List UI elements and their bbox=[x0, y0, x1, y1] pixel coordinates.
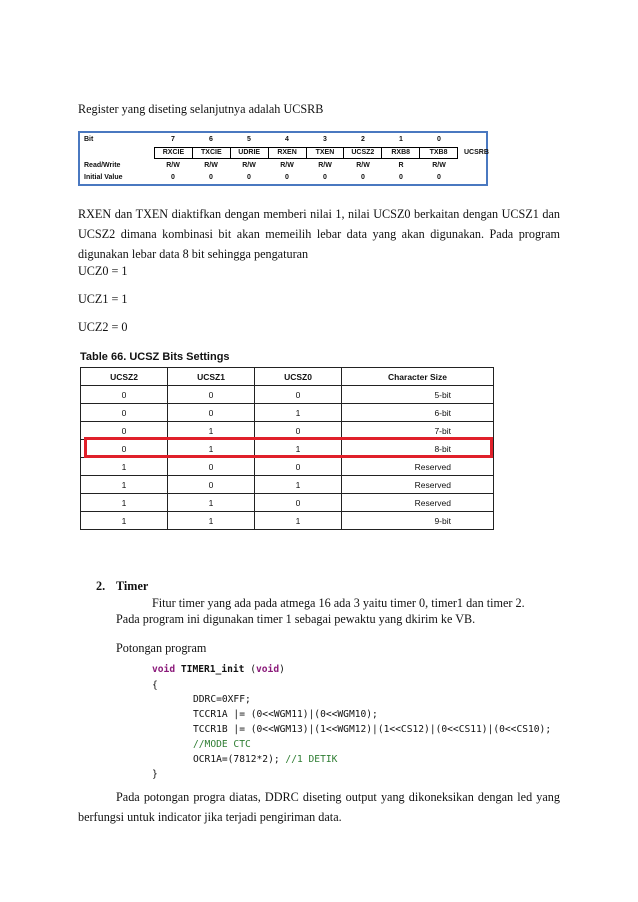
bit-number: 4 bbox=[285, 136, 289, 143]
bit-number: 2 bbox=[361, 136, 365, 143]
section-number: 2. bbox=[96, 579, 106, 593]
section-line-2: Pada program ini digunakan timer 1 sebagai pewaktu yang dkirim ke VB. bbox=[116, 612, 476, 626]
init-value: 0 bbox=[209, 174, 213, 181]
table-cell: 0 bbox=[168, 386, 255, 404]
bit-name: TXEN bbox=[307, 148, 345, 158]
table-cell: 7-bit bbox=[342, 422, 494, 440]
code-inline-comment: //1 DETIK bbox=[285, 754, 338, 765]
table-cell: Reserved bbox=[342, 494, 494, 512]
bit-name: TXB8 bbox=[429, 149, 448, 156]
table-cell: Reserved bbox=[342, 458, 494, 476]
bit-name-row bbox=[154, 147, 458, 159]
init-value: 0 bbox=[171, 174, 175, 181]
table-cell: 1 bbox=[255, 476, 342, 494]
rw-value: R bbox=[398, 162, 404, 169]
table-row bbox=[81, 386, 494, 404]
table-cell: 1 bbox=[255, 404, 342, 422]
table-cell: 0 bbox=[255, 494, 342, 512]
code-intro: Potongan program bbox=[116, 641, 207, 655]
rw-value: R/W bbox=[280, 162, 294, 169]
bit-name: RXB8 bbox=[382, 148, 420, 158]
highlight-box-8bit-row bbox=[84, 437, 493, 458]
table-cell: 0 bbox=[168, 458, 255, 476]
paragraph-ucsz-explanation: RXEN dan TXEN diaktifkan dengan memberi nilai 1, nilai UCSZ0 berkaitan dengan UCSZ1 dan UCSZ2 dimana kombinasi bit akan memeilih lebar data yang akan digunakan. Pada program digunakan lebar data 8 bit sehingga pengaturan bbox=[78, 207, 560, 261]
column-header: UCSZ0 bbox=[255, 368, 342, 386]
table-cell: 0 bbox=[81, 440, 168, 458]
table-row bbox=[81, 404, 494, 422]
table-cell: 0 bbox=[81, 404, 168, 422]
bit-name: UCSZ2 bbox=[344, 148, 382, 158]
section-line-1: Fitur timer yang ada pada atmega 16 ada 3 yaitu timer 0, timer1 dan timer 2. bbox=[152, 596, 525, 610]
table-row bbox=[81, 494, 494, 512]
table-cell: 1 bbox=[81, 512, 168, 530]
init-value: 0 bbox=[247, 174, 251, 181]
table-header-row bbox=[81, 368, 494, 386]
table-cell: 0 bbox=[81, 386, 168, 404]
table-cell: 1 bbox=[81, 494, 168, 512]
bit-name: RXCIE bbox=[155, 148, 193, 158]
table-cell: Reserved bbox=[342, 476, 494, 494]
table-cell: 0 bbox=[81, 422, 168, 440]
read-write-row bbox=[80, 161, 486, 173]
initial-value-row bbox=[80, 173, 486, 185]
table-cell: 8-bit bbox=[342, 440, 494, 458]
table-cell: 0 bbox=[168, 476, 255, 494]
code-close-brace: } bbox=[152, 769, 158, 780]
rw-value: R/W bbox=[242, 162, 256, 169]
init-value: 0 bbox=[437, 174, 441, 181]
bit-name: TXCIE bbox=[193, 148, 231, 158]
bit-label: Bit bbox=[84, 136, 94, 143]
rw-value: R/W bbox=[166, 162, 180, 169]
rw-value: R/W bbox=[204, 162, 218, 169]
column-header: UCSZ2 bbox=[81, 368, 168, 386]
keyword-void-param: void bbox=[256, 664, 280, 675]
table-cell: 0 bbox=[255, 458, 342, 476]
column-header: Character Size bbox=[342, 368, 494, 386]
init-value: 0 bbox=[285, 174, 289, 181]
code-line-signature bbox=[152, 662, 285, 678]
rw-value: R/W bbox=[318, 162, 332, 169]
table-cell: 1 bbox=[168, 512, 255, 530]
table-cell: 0 bbox=[168, 404, 255, 422]
code-open-brace: { bbox=[152, 680, 158, 691]
intro-text: Register yang diseting selanjutnya adalah UCSRB bbox=[78, 102, 324, 116]
init-value: 0 bbox=[323, 174, 327, 181]
ucsrb-register-figure bbox=[78, 131, 488, 186]
bit-number: 7 bbox=[171, 136, 175, 143]
code-line: DDRC=0XFF; bbox=[193, 694, 251, 705]
table-cell: 0 bbox=[255, 386, 342, 404]
register-name: UCSRB bbox=[464, 149, 489, 156]
rw-value: R/W bbox=[432, 162, 446, 169]
table-caption: Table 66. UCSZ Bits Settings bbox=[80, 351, 230, 363]
code-line-ocr1a bbox=[193, 752, 337, 768]
table-cell: 1 bbox=[81, 476, 168, 494]
function-name: TIMER1_init bbox=[180, 664, 245, 675]
table-row bbox=[81, 476, 494, 494]
bit-number: 3 bbox=[323, 136, 327, 143]
table-cell: 1 bbox=[255, 512, 342, 530]
code-comment: //MODE CTC bbox=[193, 739, 251, 750]
read-write-label: Read/Write bbox=[84, 162, 121, 169]
table-cell: 1 bbox=[168, 422, 255, 440]
bit-number: 5 bbox=[247, 136, 251, 143]
setting-ucz1: UCZ1 = 1 bbox=[78, 292, 128, 306]
table-cell: 1 bbox=[81, 458, 168, 476]
init-value: 0 bbox=[399, 174, 403, 181]
code-line: TCCR1A |= (0<<WGM11)|(0<<WGM10); bbox=[193, 709, 378, 720]
bit-number: 1 bbox=[399, 136, 403, 143]
table-cell: 6-bit bbox=[342, 404, 494, 422]
table-cell: 5-bit bbox=[342, 386, 494, 404]
table-cell: 1 bbox=[168, 440, 255, 458]
bit-name: RXEN bbox=[269, 148, 307, 158]
rw-value: R/W bbox=[356, 162, 370, 169]
table-row bbox=[81, 512, 494, 530]
closing-paragraph: Pada potongan progra diatas, DDRC diseting output yang dikoneksikan dengan led yang berfungsi untuk indicator jika terjadi pengiriman data. bbox=[78, 790, 560, 824]
table-row bbox=[81, 458, 494, 476]
initial-value-label: Initial Value bbox=[84, 174, 123, 181]
setting-ucz0: UCZ0 = 1 bbox=[78, 264, 128, 278]
setting-ucz2: UCZ2 = 0 bbox=[78, 320, 128, 334]
keyword-void: void bbox=[152, 664, 176, 675]
bit-number: 0 bbox=[437, 136, 441, 143]
code-line: TCCR1B |= (0<<WGM13)|(1<<WGM12)|(1<<CS12)|(0<<CS11)|(0<<CS10); bbox=[193, 724, 552, 735]
table-cell: 1 bbox=[168, 494, 255, 512]
bit-number-row bbox=[80, 135, 486, 147]
table-cell: 0 bbox=[255, 422, 342, 440]
init-value: 0 bbox=[361, 174, 365, 181]
column-header: UCSZ1 bbox=[168, 368, 255, 386]
param-open: ( bbox=[244, 664, 256, 675]
bit-number: 6 bbox=[209, 136, 213, 143]
code-statement: OCR1A=(7812*2); bbox=[193, 754, 286, 765]
table-cell: 9-bit bbox=[342, 512, 494, 530]
bit-name: UDRIE bbox=[231, 148, 269, 158]
table-cell: 1 bbox=[255, 440, 342, 458]
param-close: ) bbox=[279, 664, 285, 675]
section-title: Timer bbox=[116, 579, 149, 593]
